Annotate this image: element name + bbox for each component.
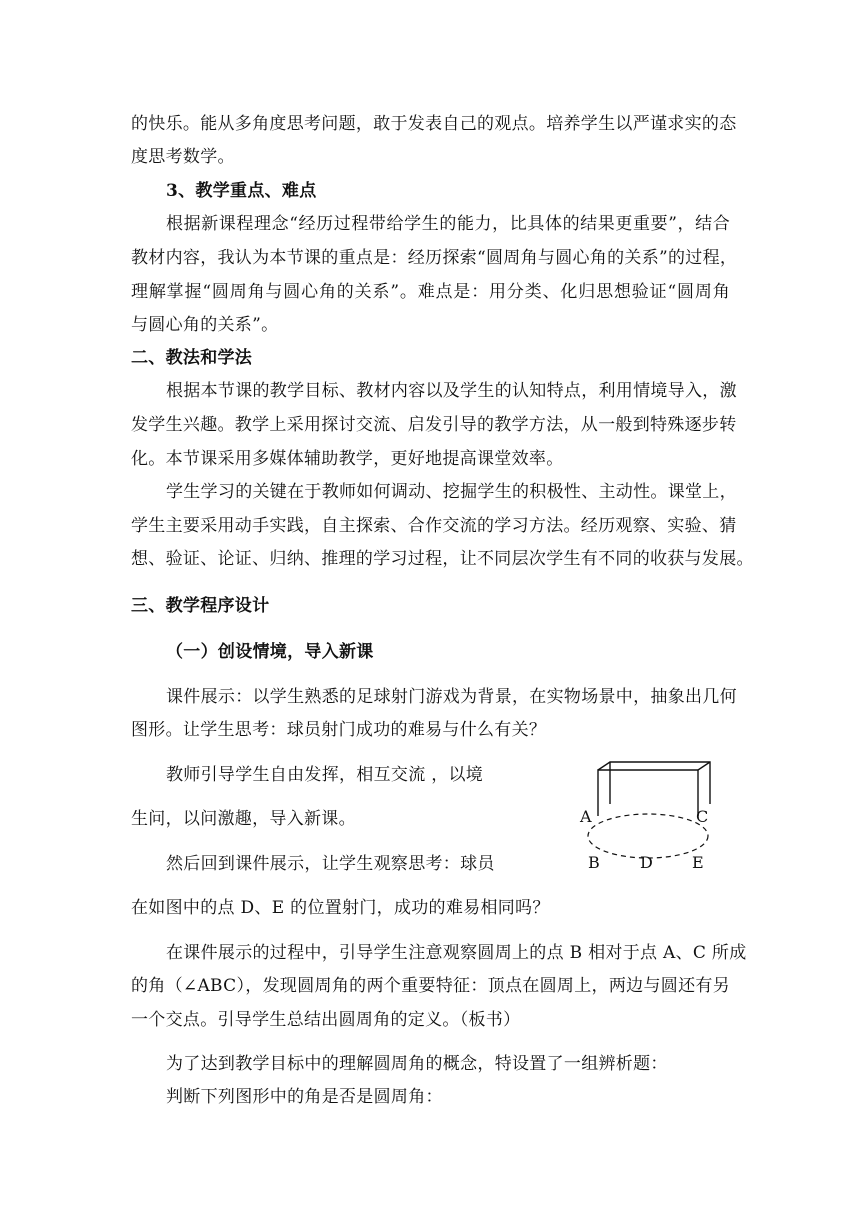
paragraph-line: 生问，以问激趣，导入新课。 — [131, 809, 356, 829]
paragraph-line: 理解掌握“圆周角与圆心角的关系”。难点是：用分类、化归思想验证“圆周角 — [131, 282, 730, 302]
paragraph-line: 教师引导学生自由发挥，相互交流 ，以境 — [166, 765, 484, 785]
paragraph-line: 在课件展示的过程中，引导学生注意观察圆周上的点 B 相对于点 A、C 所成 — [166, 943, 747, 963]
paragraph-line: 想、验证、论证、归纳、推理的学习过程，让不同层次学生有不同的收获与发展。 — [131, 549, 754, 569]
paragraph-line: 图形。让学生思考：球员射门成功的难易与什么有关？ — [131, 720, 547, 740]
point-label-e: E — [692, 853, 704, 872]
point-label-c: C — [696, 807, 709, 826]
paragraph-line: 根据本节课的教学目标、教材内容以及学生的认知特点，利用情境导入，激 — [166, 381, 737, 401]
section-heading: 3、教学重点、难点 — [166, 181, 317, 201]
goal-geometry-figure — [570, 760, 720, 872]
paragraph-line: 一个交点。引导学生总结出圆周角的定义。（板书） — [131, 1010, 521, 1030]
paragraph-line: 教材内容，我认为本节课的重点是：经历探索“圆周角与圆心角的关系”的过程， — [131, 248, 738, 268]
paragraph-line: 在如图中的点 D、E 的位置射门，成功的难易相同吗？ — [131, 898, 550, 918]
paragraph-line: 课件展示：以学生熟悉的足球射门游戏为背景，在实物场景中，抽象出几何 — [166, 687, 737, 707]
point-label-a: A — [580, 807, 592, 826]
subsection-heading: （一）创设情境，导入新课 — [166, 642, 374, 662]
paragraph-line: 学生学习的关键在于教师如何调动、挖掘学生的积极性、主动性。课堂上， — [166, 482, 737, 502]
paragraph-line: 度思考数学。 — [131, 147, 235, 167]
point-label-d: D — [640, 853, 653, 872]
goal-top-edge — [698, 762, 710, 770]
section-heading: 二、教法和学法 — [131, 348, 253, 368]
paragraph-line: 根据新课程理念“经历过程带给学生的能力，比具体的结果更重要”，结合 — [166, 214, 730, 234]
paragraph-line: 的快乐。能从多角度思考问题，敢于发表自己的观点。培养学生以严谨求实的态 — [131, 114, 737, 134]
paragraph-line: 学生主要采用动手实践，自主探索、合作交流的学习方法。经历观察、实验、猜 — [131, 516, 737, 536]
section-heading: 三、教学程序设计 — [131, 596, 270, 616]
paragraph-line: 为了达到教学目标中的理解圆周角的概念，特设置了一组辨析题： — [166, 1054, 668, 1074]
dashed-circle — [588, 814, 708, 858]
paragraph-line: 发学生兴趣。教学上采用探讨交流、启发引导的教学方法，从一般到特殊逐步转 — [131, 415, 737, 435]
point-label-b: B — [588, 853, 600, 872]
paragraph-line: 与圆心角的关系”。 — [131, 315, 279, 335]
paragraph-line: 化。本节课采用多媒体辅助教学，更好地提高课堂效率。 — [131, 449, 564, 469]
paragraph-line: 判断下列图形中的角是否是圆周角： — [166, 1087, 443, 1107]
paragraph-line: 的角（∠ABC），发现圆周角的两个重要特征：顶点在圆周上，两边与圆还有另 — [131, 976, 730, 996]
paragraph-line: 然后回到课件展示，让学生观察思考：球员 — [166, 854, 495, 874]
goal-back-frame — [598, 762, 710, 804]
goal-front-frame — [598, 770, 698, 816]
